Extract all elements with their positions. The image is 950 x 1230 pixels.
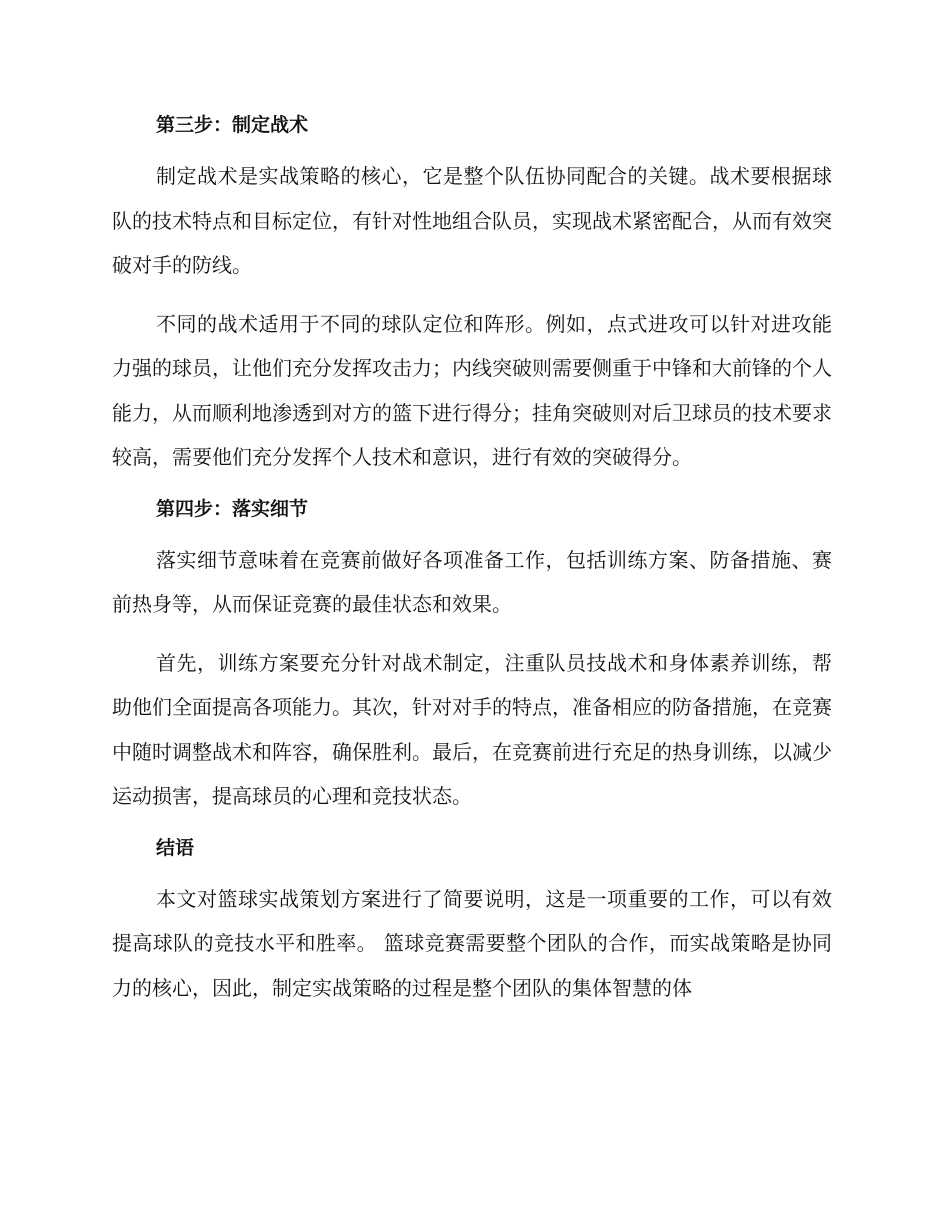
section-heading-step-three: 第三步：制定战术 — [156, 114, 309, 136]
section-heading-conclusion: 结语 — [156, 836, 195, 859]
paragraph-details-meaning: 落实细节意味着在竞赛前做好各项准备工作，包括训练方案、防备措施、赛前热身等，从而保证竞赛的最佳状态和效果。 — [112, 547, 832, 616]
paragraph-tactics-core: 制定战术是实战策略的核心，它是整个队伍协同配合的关键。战术要根据球队的技术特点和目标定位，有针对性地组合队员，实现战术紧密配合，从而有效突破对手的防线。 — [112, 164, 832, 277]
paragraph-tactics-types: 不同的战术适用于不同的球队定位和阵形。例如，点式进攻可以针对进攻能力强的球员，让他们充分发挥攻击力；内线突破则需要侧重于中锋和大前锋的个人能力，从而顺利地渗透到对方的篮下进行得分；挂角突破则对后卫球员的技术要求较高，需要他们充分发挥个人技术和意识，进行有效的突破得分。 — [112, 311, 832, 469]
paragraph-conclusion: 本文对篮球实战策划方案进行了简要说明，这是一项重要的工作，可以有效提高球队的竞技水平和胜率。 篮球竞赛需要整个团队的合作，而实战策略是协同力的核心，因此，制定实战策略的过程是整个团队的集体智慧的体 — [112, 886, 832, 1000]
paragraph-details-steps: 首先，训练方案要充分针对战术制定，注重队员技战术和身体素养训练，帮助他们全面提高各项能力。其次，针对对手的特点，准备相应的防备措施，在竞赛中随时调整战术和阵容，确保胜利。最后，在竞赛前进行充足的热身训练，以减少运动损害，提高球员的心理和竞技状态。 — [112, 650, 832, 808]
document-body — [112, 110, 832, 1010]
section-heading-step-four: 第四步：落实细节 — [156, 497, 309, 520]
